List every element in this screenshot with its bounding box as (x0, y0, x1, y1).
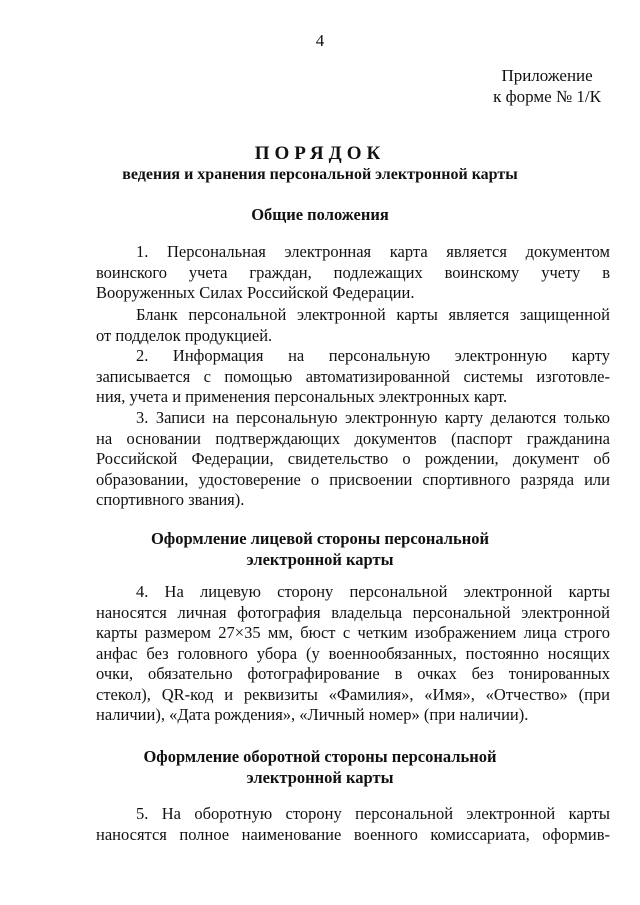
paragraph-line: 5. На оборотную сторону персональной электронной карты (136, 804, 610, 823)
paragraph-line: 2. Информация на персональную электронную карту (136, 346, 610, 365)
section-heading-front-line-2: электронной карты (246, 550, 394, 569)
paragraph-line: наносятся личная фотография владельца персональной электронной (96, 602, 610, 622)
section-heading-back-line-2: электронной карты (246, 768, 394, 787)
paragraph-line: анфас без головного убора (у военнообязанных, постоянно носящих (96, 643, 610, 663)
paragraph-line: 4. На лицевую сторону персональной электронной карты (136, 582, 610, 601)
paragraph-1 (96, 242, 610, 304)
section-heading-back (40, 746, 600, 788)
paragraph-1b (96, 305, 610, 346)
section-heading-back-line-1: Оформление оборотной стороны персональной (143, 747, 497, 766)
appendix-line-1: Приложение (501, 66, 593, 85)
paragraph-line: Бланк персональной электронной карты является защищенной (136, 305, 610, 324)
appendix-line-2: к форме № 1/К (493, 87, 601, 106)
paragraph-line: 1. Персональная электронная карта является документом (136, 242, 610, 261)
paragraph-line: наносятся полное наименование военного комиссариата, оформив- (96, 824, 610, 844)
paragraph-line: образовании, удостоверение о присвоении спортивного разряда или (96, 469, 610, 489)
paragraph-line: 3. Записи на персональную электронную карту делаются только (136, 408, 610, 427)
document-subtitle: ведения и хранения персональной электронной карты (122, 166, 518, 183)
paragraph-line: карты размером 27×35 мм, бюст с четким изображением лица строго (96, 623, 610, 642)
page-number: 4 (315, 31, 325, 50)
paragraph-line: записывается с помощью автоматизированной системы изготовле- (96, 366, 610, 386)
paragraph-4 (96, 582, 610, 726)
section-heading-front (40, 528, 600, 570)
paragraph-5 (96, 804, 610, 845)
section-heading-general-text: Общие положения (251, 205, 389, 224)
section-heading-general (40, 204, 600, 225)
document-title: ПОРЯДОК (254, 143, 386, 164)
paragraph-line: от подделок продукцией. (96, 325, 273, 345)
paragraph-line: очки, обязательно фотографирование в очках без тонированных (96, 664, 610, 683)
paragraph-line: Вооруженных Силах Российской Федерации. (96, 283, 415, 302)
appendix-label (493, 65, 601, 107)
paragraph-line: стекол), QR-код и реквизиты «Фамилия», «Имя», «Отчество» (при (96, 684, 610, 704)
paragraph-line: Российской Федерации, свидетельство о рождении, документ об (96, 449, 610, 468)
paragraph-line: воинского учета граждан, подлежащих воинскому учету в (96, 262, 610, 282)
paragraph-line: спортивного звания). (96, 490, 245, 509)
section-heading-front-line-1: Оформление лицевой стороны персональной (150, 529, 490, 548)
paragraph-3 (96, 408, 610, 511)
paragraph-line: ния, учета и применения персональных электронных карт. (96, 387, 508, 406)
paragraph-line: наличии), «Дата рождения», «Личный номер» (при наличии). (96, 705, 529, 724)
paragraph-2 (96, 346, 610, 408)
paragraph-line: на основании подтверждающих документов (паспорт гражданина (96, 428, 610, 448)
